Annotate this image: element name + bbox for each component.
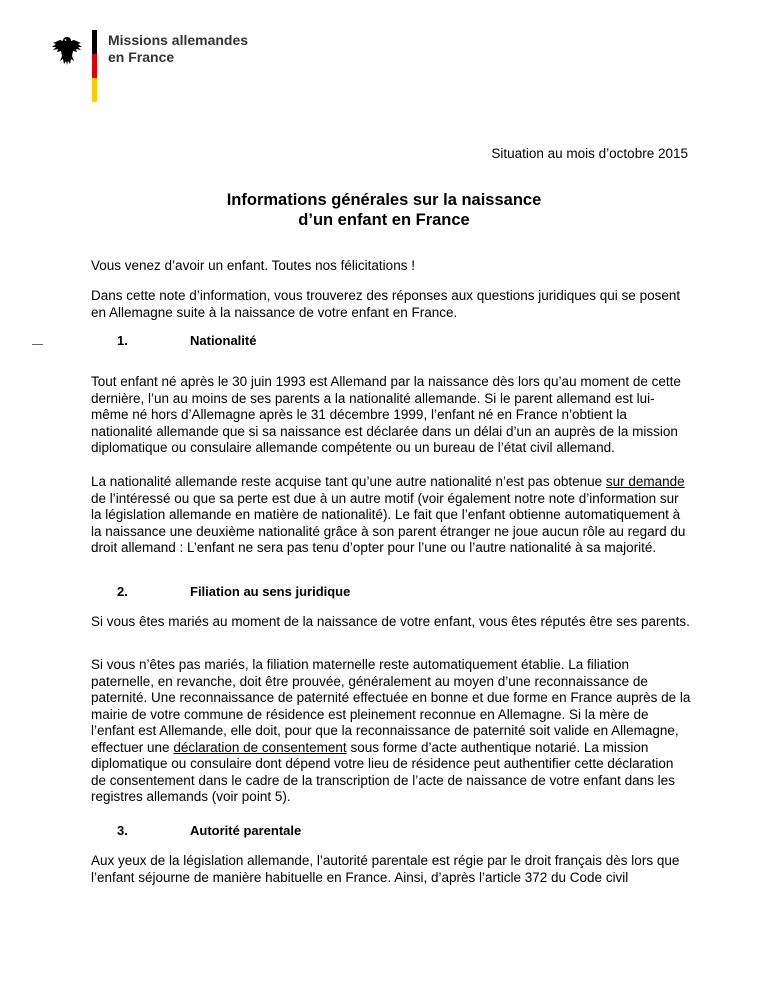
german-flag-bar [92,30,97,102]
section-heading-2 [117,584,350,599]
logo-text [108,32,248,66]
document-date: Situation au mois d’octobre 2015 [491,146,688,161]
title-line-2: d’un enfant en France [298,211,470,229]
sur-demande-link[interactable]: sur demande [605,474,685,489]
section-1-paragraph-1: Tout enfant né après le 30 juin 1993 est Allemand par la naissance dès lors qu’au moment de cette dernière, l’un au moins de ses parents a la nationalité allemande. Si le parent allemand est lui-même né hors d’Allemagne après le 31 décembre 1999, l’enfant né en France n’obtient la nationalité allemande que si sa naissance est déclarée dans un délai d’un an auprès de la mission diplomatique ou consulaire allemande compétente ou un bureau de l’état civil allemand. [91,374,681,455]
margin-mark [32,344,43,345]
section-title: Filiation au sens juridique [190,584,351,599]
intro-paragraph-1: Vous venez d’avoir un enfant. Toutes nos félicitations ! [91,258,415,273]
intro-paragraph-2: Dans cette note d’information, vous trouverez des réponses aux questions juridiques qui se posent en Allemagne suite à la naissance de votre enfant en France. [91,288,681,320]
section-heading-1 [117,333,256,348]
section-title: Autorité parentale [190,823,302,838]
declaration-consentement-link[interactable]: déclaration de consentement [173,739,347,755]
document-title [0,190,768,230]
section-2-paragraph-1: Si vous êtes mariés au moment de la naissance de votre enfant, vous êtes réputés être ses parents. [91,614,690,629]
federal-eagle-icon [50,34,84,68]
section-number: 3. [117,823,128,838]
section-3-paragraph-1: Aux yeux de la législation allemande, l’autorité parentale est régie par le droit français dès lors que l’enfant séjourne de manière habituelle en France. Ainsi, d’après l’article 372 du Code civil [91,853,680,885]
section-heading-3 [117,823,301,838]
logo-line-2: en France [108,49,175,65]
title-line-1: Informations générales sur la naissance [226,191,542,209]
logo-line-1: Missions allemandes [108,32,249,48]
section-title: Nationalité [190,333,257,348]
section-number: 1. [117,333,128,348]
section-2-paragraph-2: Si vous n’êtes pas mariés, la filiation maternelle reste automatiquement établie. La filiation paternelle, en revanche, doit être prouvée, généralement au moyen d’une reconnaissance de paternité. Une reconnaissance de paternité effectuée en bonne et due forme en France auprès de la mairie de votre commune de résidence est pleinement reconnue en Allemagne. Si la mère de l’enfant est Allemande, elle doit, pour que la reconnaissance de paternité soit valide en Allemagne, effectuer une déclaration de consentement sous forme d’acte authentique notarié. La mission diplomatique ou consulaire dont dépend votre lieu de résidence peut authentifier cette déclaration de consentement dans le cadre de la transcription de l’acte de naissance de votre enfant dans les registres allemands (voir point 5). [91,657,691,804]
section-1-paragraph-2: La nationalité allemande reste acquise tant qu’une autre nationalité n’est pas obtenue sur demande de l’intéressé ou que sa perte est due à un autre motif (voir également notre note d’information sur la législation allemande en matière de nationalité). Le fait que l’enfant obtienne automatiquement à la naissance une deuxième nationalité grâce à son parent étranger ne joue aucun rôle au regard du droit allemand : L’enfant ne sera pas tenu d’opter pour l’une ou l’autre nationalité à sa majorité. [91,474,686,555]
section-number: 2. [117,584,128,599]
